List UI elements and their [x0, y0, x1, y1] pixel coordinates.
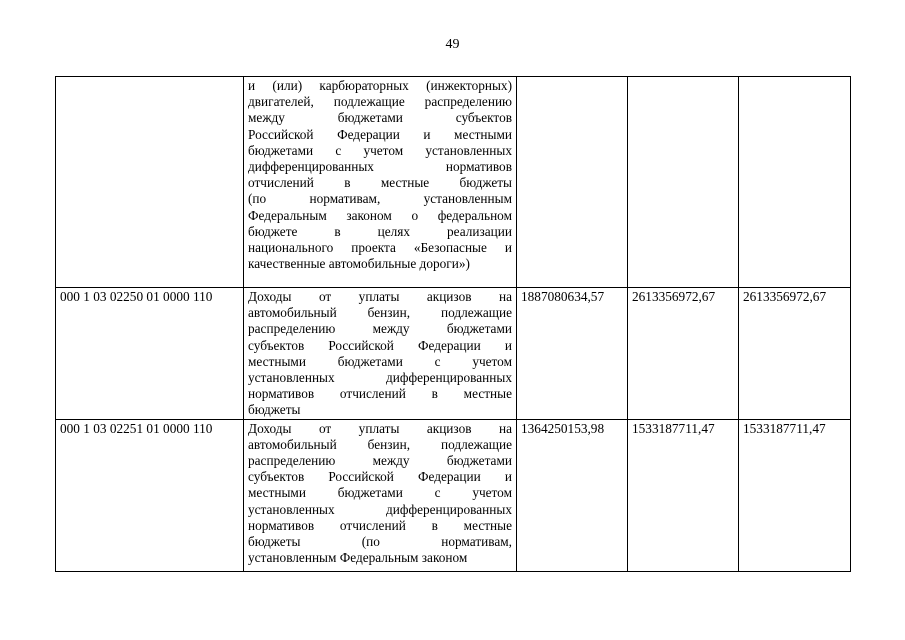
amount-year-1: [517, 77, 628, 288]
amount-year-2: 2613356972,67: [628, 288, 739, 420]
description-line: местными бюджетами с учетом: [248, 353, 512, 369]
amount-year-1: 1887080634,57: [517, 288, 628, 420]
description-line: автомобильный бензин, подлежащие: [248, 305, 512, 321]
budget-classification-code: 000 1 03 02250 01 0000 110: [56, 288, 244, 420]
description-line: субъектов Российской Федерации и: [248, 337, 512, 353]
description-line: автомобильный бензин, подлежащие: [248, 436, 512, 452]
amount-year-3: [739, 77, 851, 288]
description-line: нормативов отчислений в местные: [248, 517, 512, 533]
description-line: установленных дифференцированных: [248, 501, 512, 517]
budget-revenue-table: [55, 76, 851, 572]
description-line: Доходы от уплаты акцизов на: [248, 289, 512, 304]
revenue-description: [244, 288, 517, 420]
description-line: Федеральным законом о федеральном: [248, 207, 512, 223]
description-line: бюджетами с учетом установленных: [248, 142, 512, 158]
description-line: национального проекта «Безопасные и: [248, 240, 512, 256]
description-line: бюджете в целях реализации: [248, 223, 512, 239]
revenue-description: [244, 77, 517, 288]
description-line: двигателей, подлежащие распределению: [248, 94, 512, 110]
description-line: качественные автомобильные дороги»): [248, 256, 470, 272]
description-line: и (или) карбюраторных (инжекторных): [248, 78, 512, 93]
description-line: нормативов отчислений в местные: [248, 386, 512, 402]
amount-year-1: 1364250153,98: [517, 419, 628, 571]
page-number: 49: [445, 37, 460, 52]
amount-year-3: 2613356972,67: [739, 288, 851, 420]
table-row: [56, 77, 851, 288]
description-line: распределению между бюджетами: [248, 321, 512, 337]
description-line: установленным Федеральным законом: [248, 550, 468, 566]
description-line: субъектов Российской Федерации и: [248, 469, 512, 485]
description-line: бюджеты (по нормативам,: [248, 534, 512, 550]
description-line: между бюджетами субъектов: [248, 110, 512, 126]
amount-year-2: 1533187711,47: [628, 419, 739, 571]
description-line: распределению между бюджетами: [248, 453, 512, 469]
description-line: дифференцированных нормативов: [248, 159, 512, 175]
description-line: (по нормативам, установленным: [248, 191, 512, 207]
description-line: бюджеты: [248, 402, 301, 418]
revenue-description: [244, 419, 517, 571]
table-row: [56, 419, 851, 571]
table-row: [56, 288, 851, 420]
amount-year-3: 1533187711,47: [739, 419, 851, 571]
description-line: Доходы от уплаты акцизов на: [248, 420, 512, 436]
description-line: Российской Федерации и местными: [248, 126, 512, 142]
description-line: установленных дифференцированных: [248, 370, 512, 386]
description-line: отчислений в местные бюджеты: [248, 175, 512, 191]
budget-classification-code: 000 1 03 02251 01 0000 110: [56, 419, 244, 571]
budget-classification-code: [56, 77, 244, 288]
description-line: местными бюджетами с учетом: [248, 485, 512, 501]
amount-year-2: [628, 77, 739, 288]
